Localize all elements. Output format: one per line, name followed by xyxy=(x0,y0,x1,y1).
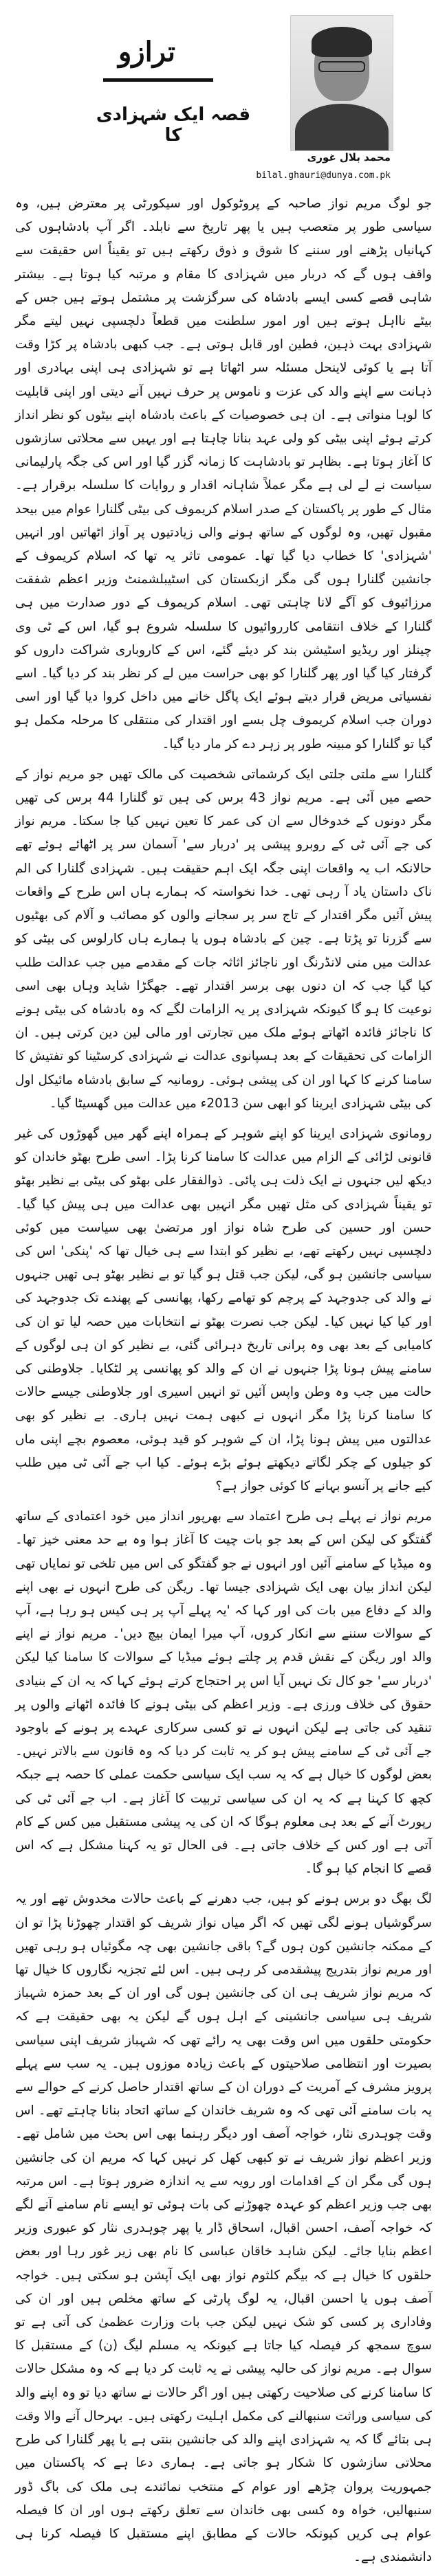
article-paragraph: جو لوگ مریم نواز صاحبہ کے پروٹوکول اور سیکورٹی پر معترض ہیں، وہ سیاسی طور پر متعصب ہیں یا پھر تاریخ سے نابلد۔ اگر آپ بادشاہوں کی کہانیاں پڑھنے اور سننے کا شوق و ذوق رکھتے ہیں تو یقیناً اس حقیقت سے واقف ہوں گے کہ دربار میں شہزادی کا مقام و مرتبہ کیا ہوتا ہے۔ بیشتر شاہی قصے کسی ایسے بادشاہ کی سرگزشت پر مشتمل ہوتے ہیں جس کے بیٹے نااہل ہوتے ہیں اور امور سلطنت میں قطعاً دلچسپی نہیں لیتے مگر شہزادی بہت ذہین، فطین اور قابل ہوتی ہے۔ جب کبھی بادشاہ پر کڑا وقت آتا ہے یا کوئی لاینحل مسئلہ سر اٹھاتا ہے تو شہزادی ہی اپنی بہادری اور ذہانت سے اپنے والد کی عزت و ناموس پر حرف نہیں آنے دیتی اور اپنی قابلیت کا لوہا منواتی ہے۔ ان ہی خصوصیات کے باعث بادشاہ اپنے بیٹوں کو نظر انداز کرتے ہوئے اپنی بیٹی کو ولی عہد بنانا چاہتا ہے اور یہیں سے محلاتی سازشوں کا آغاز ہوتا ہے۔ بظاہر تو بادشاہت کا زمانہ گزر گیا اور اس کی جگہ پارلیمانی سیاست نے لے لی ہے مگر عملاً شاہانہ اقدار و روایات کا سلسلہ برقرار ہے۔ مثال کے طور پر پاکستان کے صدر اسلام کریموف کی بیٹی گلنارا عوام میں بیحد مقبول تھیں، وہ لوگوں کے ساتھ ہونے والی زیادتیوں پر آواز اٹھاتیں اور انہیں 'شہزادی' کا خطاب دیا گیا تھا۔ عمومی تاثر یہ تھا کہ اسلام کریموف کے جانشین گلنارا ہوں گی مگر ازبکستان کی اسٹیبلشمنٹ وزیر اعظم شفقت مرزائیوف کو آگے لانا چاہتی تھی۔ اسلام کریموف کے دور صدارت میں ہی گلنارا کے خلاف انتقامی کارروائیوں کا سلسلہ شروع ہو گیا، اس کے ٹی وی چینلز اور ریڈیو اسٹیشن بند کر دیئے گئے، اس کے کاروباری شراکت داروں کو گرفتار کیا گیا اور پھر گلنارا کو بھی حراست میں لے کر نظر بند کر دیا گیا۔ اسے نفسیاتی مریض قرار دیتے ہوئے ایک پاگل خانے میں داخل کروا دیا گیا اور اسی دوران جب اسلام کریموف چل بسے اور اقتدار کی منتقلی کا مرحلہ مکمل ہو گیا تو گلنارا کو مبینہ طور پر زہر دے کر مار دیا گیا۔ xyxy=(15,196,432,752)
author-photo-hair xyxy=(312,27,372,57)
author-photo-body xyxy=(295,104,389,151)
article-paragraph: رومانوی شہزادی ایرینا کو اپنے شوہر کے ہمراہ اپنے گھر میں گھوڑوں کی غیر قانونی لڑائی کے الزام میں عدالت کا سامنا کرنا پڑا۔ اسی طرح بھٹو خاندان کو دیکھ لیں جنہوں نے ایک ذلت ہی پائی۔ ذوالفقار علی بھٹو کی بیٹی بے نظیر بھٹو تو یقیناً شہزادی کی مثل تھیں مگر انہیں بھی عدالت میں ہی پیش کیا گیا۔ حسن اور حسین کی طرح شاہ نواز اور مرتضیٰ بھی سیاست میں کوئی دلچسپی نہیں رکھتے تھے، بے نظیر کو ابتدا سے ہی خیال تھا کہ 'پنکی' اس کی سیاسی جانشین ہو گی، لیکن جب قتل ہو گیا تو بے نظیر بھٹو ہی تھیں جنہوں نے والد کی جدوجہد کے پرچم کو تھامے رکھا، پھانسی کے پھندے تک جدوجہد کی اور کیا کیا نہیں کیا۔ لیکن جب نصرت بھٹو نے انتخابات میں حصہ لیا تو ان کی کامیابی کے بعد بھی وہ پرانی تاریخ دہرائی گئی، بے نظیر کو ان ہی لوگوں کے سامنے پیش ہونا پڑا جنہوں نے ان کے والد کو پھانسی پر لٹکایا۔ جلاوطنی کی حالت میں جب وہ وطن واپس آئیں تو انہیں اسیری اور جلاوطنی جیسے حالات کا سامنا کرنا پڑا مگر انہوں نے کبھی ہمت نہیں ہاری۔ بے نظیر کو بھی عدالتوں میں پیش ہونا پڑا، ان کے شوہر کو قید ہوئی، معصوم بچے اپنی ماں کو جیلوں کے چکر لگاتے دیکھتے ہوئے بڑے ہوئے۔ کیا اب جے آئی ٹی میں طلب کیے جانے پر آنسو بہانے کا کوئی جواز ہے؟ xyxy=(15,1126,432,1493)
headline: قصہ ایک شہزادی کا xyxy=(96,104,251,146)
author-photo xyxy=(290,15,393,151)
article-paragraph: مریم نواز نے پہلے ہی طرح اعتماد سے بھرپور انداز میں خود اعتمادی کے ساتھ گفتگو کی لیکن اس کے بعد جو بات چیت کا آغاز ہوا وہ بے حد معنی خیز تھا۔ وہ میڈیا کے سامنے آئیں اور انہوں نے جو گفتگو کی اس میں تلخی تو نمایاں تھی لیکن انداز بیان بھی ایک شہزادی جیسا تھا۔ ریگن کی طرح انہوں نے بھی اپنے والد کے دفاع میں بات کی اور کہا کہ 'یہ پہلے آپ پر ہی کیس ہو رہا ہے، آپ کے سوالات سننے سے انکار کروں، آپ میرا ایمان بیچ دیں'۔ مریم نواز نے اپنے والد اور ریگن کے نقش قدم پر چلتے ہوئے میڈیا کے سوالات کا سامنا کیا لیکن 'دربار سے' جو کال تک نہیں آیا اس پر احتجاج کرتے ہوئے کہا کہ یہ ان کے بنیادی حقوق کی خلاف ورزی ہے۔ وزیر اعظم کی بیٹی ہونے کا فائدہ اٹھانے والوں پر تنقید کی جاتی ہے لیکن انہوں نے تو کسی سرکاری عہدے پر ہونے کے باوجود جے آئی ٹی کے سامنے پیش ہو کر یہ ثابت کر دیا کہ وہ قانون سے بالاتر نہیں۔ بعض لوگوں کا خیال ہے کہ یہ سب ایک سیاسی حکمت عملی کا حصہ ہے جبکہ کچھ کا کہنا ہے کہ یہ ان کی سیاسی تربیت کا آغاز ہے۔ اب جے آئی ٹی کی رپورٹ آنے کے بعد ہی معلوم ہوگا کہ ان کی یہ پیشی مستقبل میں کس کے کام آتی ہے اور کس کے خلاف جاتی ہے۔ فی الحال تو یہ کہنا مشکل ہے کہ اس قصے کا انجام کیا ہو گا۔ xyxy=(15,1509,432,1877)
column-name-underline xyxy=(103,78,213,82)
author-photo-glasses xyxy=(318,61,365,72)
author-email: bilal.ghauri@dunya.com.pk xyxy=(256,170,391,181)
article-paragraph: لگ بھگ دو برس ہونے کو ہیں، جب دھرنے کے باعث حالات مخدوش تھے اور یہ سرگوشیاں ہونے لگی تھیں کہ اگر میاں نواز شریف کو اقتدار چھوڑنا پڑا تو ان کے ممکنہ جانشین کون ہوں گے؟ باقی جانشین بھی چہ مگوئیاں ہو رہی تھیں اور مریم نواز بتدریج پیشقدمی کر رہی ہیں۔ اس لئے تجزیہ نگاروں کا خیال تھا کہ مریم نواز شریف ہی ان کی جانشین ہوں گی اور ان کے بعد حمزہ شہباز شریف ہی سیاسی جانشینی کے اہل ہوں گے لیکن یہ بھی حقیقت ہے کہ حکومتی حلقوں میں اس وقت بھی یہ رائے تھی کہ شہباز شریف اپنی سیاسی بصیرت اور انتظامی صلاحیتوں کے باعث زیادہ موزوں ہیں۔ یہ سب سے پہلے پرویز مشرف کے آمریت کے دوران ان کے ساتھ اقتدار حاصل کرنے کے حوالے سے یہ بات سامنے آئی تھی کہ وہ شریف خاندان کے ساتھ اتحاد بنانا چاہتے تھے۔ اس وقت چوہدری نثار، خواجہ آصف اور دیگر رہنما بھی اس بحث میں شامل تھے۔ وزیر اعظم نواز شریف نے تو کبھی کھل کر نہیں کہا کہ مریم ان کی جانشین ہوں گی مگر ان کے اقدامات اور رویہ سے یہ اندازہ ضرور ہوتا ہے۔ اس مرتبہ بھی جب وزیر اعظم کو عہدہ چھوڑنے کی بات ہوئی تو ایسے نام سامنے آنے لگے کہ خواجہ آصف، احسن اقبال، اسحاق ڈار یا پھر چوہدری نثار کو عبوری وزیر اعظم بنایا جائے۔ لیکن شاہد خاقان عباسی کا نام بھی زیر غور رہا اور بعض حلقوں کا خیال ہے کہ بیگم کلثوم نواز بھی ایک آپشن ہو سکتی ہیں۔ خواجہ آصف ہوں یا احسن اقبال، یہ لوگ پارٹی کے ساتھ مخلص ہیں اور ان کی وفاداری پر کسی کو شک نہیں لیکن جب بات وزارت عظمیٰ کی آتی ہے تو سوچ سمجھ کر فیصلہ کیا جاتا ہے کیونکہ یہ مسلم لیگ (ن) کے مستقبل کا سوال ہے۔ مریم نواز کی حالیہ پیشی نے یہ ثابت کر دیا ہے کہ وہ مشکل حالات کا سامنا کرنے کی صلاحیت رکھتی ہیں اور اگر حالات نے ساتھ دیا تو وہ اپنے والد کی سیاسی وراثت سنبھالنے کی مکمل اہلیت رکھتی ہیں۔ بہرحال آنے والا وقت ہی بتائے گا کہ یہ شہزادی اپنے والد کی جانشین بنتی ہے یا پھر گلنارا کی طرح محلاتی سازشوں کا شکار ہو جاتی ہے۔ ہماری دعا ہے کہ پاکستان میں جمہوریت پروان چڑھے اور عوام کے منتخب نمائندے ہی ملک کی باگ ڈور سنبھالیں، خواہ وہ کسی بھی خاندان سے تعلق رکھتے ہوں اور ان کا فیصلہ عوام ہی کریں کیونکہ حالات کے مطابق اپنے مستقبل کا فیصلہ کرنا ہی دانشمندی ہے۔ xyxy=(15,1892,432,2565)
article-body xyxy=(15,192,432,2576)
article-paragraph: گلنارا سے ملتی جلتی ایک کرشماتی شخصیت کی مالک تھیں جو مریم نواز کے حصے میں آئی ہے۔ مریم نواز 43 برس کی ہیں تو گلنارا 44 برس کی تھیں مگر دونوں کے خدوخال سے ان کی عمر کا تعین نہیں کیا جا سکتا۔ مریم نواز کی جے آئی ٹی کے روبرو پیشی پر 'دربار سے' آسمان سر پر اٹھائے ہوئے تھے حالانکہ اب یہ واقعات اپنی جگہ ایک اہم حقیقت ہیں۔ شہزادی گلنارا کی الم ناک داستان یاد آ رہی تھی۔ خدا نخواستہ کہ ہمارے ہاں اس طرح کے واقعات پیش آئیں مگر اقتدار کے تاج سر پر سجانے والوں کو مصائب و آلام کی بھٹیوں سے گزرنا تو پڑتا ہے۔ چین کے بادشاہ ہوں یا ہمارے ہاں کارلوس کی بیٹی کو عدالت میں منی لانڈرنگ اور ناجائز اثاثہ جات کے مقدمے میں جب عدالت طلب کیا گیا جب کہ ان دنوں بھی برسر اقتدار تھے۔ جھگڑا شاید وہاں بھی اسی نوعیت کا ہو گا کیونکہ شہزادی پر یہ الزامات لگے کہ وہ بادشاہ کی بیٹی ہونے کا ناجائز فائدہ اٹھاتے ہوئے ملک میں تجارتی اور مالی لین دین کرتی ہیں۔ ان الزامات کی تحقیقات کے بعد ہسپانوی عدالت نے شہزادی کرسٹینا کو تفتیش کا سامنا کرنے کا کہا اور ان کی پیشی ہوئی۔ رومانیہ کے سابق بادشاہ مائیکل اول کی بیٹی شہزادی ایرینا کو ابھی سن 2013ء میں عدالت میں گھسیٹا گیا۔ xyxy=(15,767,433,1111)
author-name: محمد بلال غوری xyxy=(307,151,391,163)
column-name: ترازو xyxy=(118,36,175,68)
column-masthead xyxy=(15,0,432,181)
